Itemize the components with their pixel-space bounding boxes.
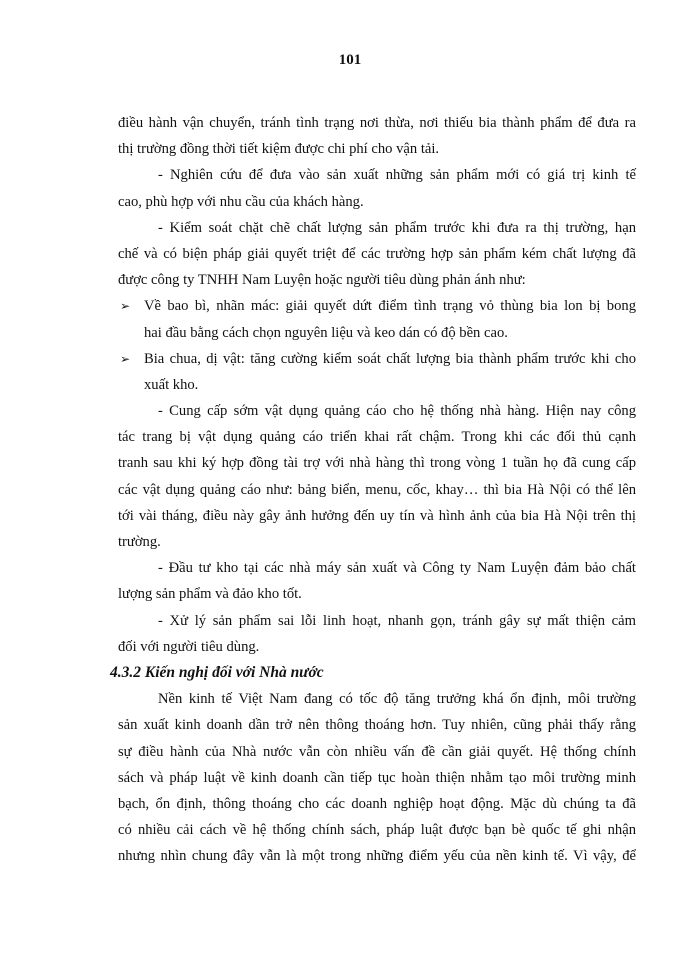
- text-line: được công ty TNHH Nam Luyện hoặc người tiêu dùng phản ánh như:: [118, 272, 526, 289]
- text-line: lượng sản phẩm và đảo kho tốt.: [118, 586, 302, 603]
- text-line: điều hành vận chuyển, tránh tình trạng nơi thừa, nơi thiếu bia thành phẩm để đưa ra: [118, 115, 636, 131]
- bullet-text: Về bao bì, nhãn mác: giải quyết dứt điểm tình trạng vỏ thùng bia lon bị bong: [144, 298, 636, 315]
- text-line: - Cung cấp sớm vật dụng quảng cáo cho hệ thống nhà hàng. Hiện nay công: [158, 403, 636, 420]
- text-line: có nhiều cải cách về hệ thống chính sách, pháp luật được bạn bè quốc tế ghi nhận: [118, 822, 636, 839]
- bullet-item: [118, 293, 636, 319]
- text-line: - Nghiên cứu để đưa vào sản xuất những sản phẩm mới có giá trị kinh tế: [158, 167, 636, 184]
- text-line: Nền kinh tế Việt Nam đang có tốc độ tăng trưởng khá ổn định, môi trường: [158, 691, 636, 708]
- text-line: tới vài tháng, điều này gây ảnh hưởng đến uy tín và hình ảnh của bia Hà Nội trên thị: [118, 507, 636, 524]
- text-line: - Đầu tư kho tại các nhà máy sản xuất và Công ty Nam Luyện đảm bảo chất: [158, 560, 636, 577]
- text-line: sách và pháp luật về kinh doanh cần tiếp tục hoàn thiện nhằm tạo môi trường minh: [118, 769, 636, 786]
- body-text: [110, 110, 636, 869]
- section-heading: 4.3.2 Kiến nghị đối với Nhà nước: [110, 663, 324, 681]
- arrow-bullet-icon: ➢: [120, 351, 131, 366]
- text-line: hai đầu bằng cách chọn nguyên liệu và keo dán có độ bền cao.: [144, 324, 508, 341]
- text-line: thị trường đồng thời tiết kiệm được chi phí cho vận tải.: [118, 141, 440, 158]
- text-line: sự điều hành của Nhà nước vẫn còn nhiều vấn đề cần giải quyết. Hệ thống chính: [118, 743, 636, 760]
- bullet-text: Bia chua, dị vật: tăng cường kiểm soát chất lượng bia thành phẩm trước khi cho: [144, 350, 636, 367]
- text-line: cao, phù hợp với nhu cầu của khách hàng.: [118, 193, 364, 210]
- text-line: - Kiểm soát chặt chẽ chất lượng sản phẩm trước khi đưa ra thị trường, hạn: [158, 219, 636, 236]
- text-line: nhưng nhìn chung đây vẫn là một trong những điểm yếu của nền kinh tế. Vì vậy, để: [118, 848, 636, 865]
- text-line: bạch, ổn định, thông thoáng cho các doanh nghiệp hoạt động. Mặc dù chúng ta đã: [118, 795, 636, 812]
- text-line: xuất kho.: [144, 376, 199, 393]
- text-line: các vật dụng quảng cáo như: bảng biển, menu, cốc, khay… thì bia Hà Nội có thể lên: [118, 481, 636, 498]
- text-line: trường.: [118, 534, 161, 550]
- page-number: 101: [338, 52, 362, 68]
- text-line: tranh sau khi ký hợp đồng tài trợ với nhà hàng thì trong vòng 1 tuần họ đã cung cấp: [118, 455, 636, 472]
- text-line: sản xuất kinh doanh dần trở nên thông thoáng hơn. Tuy nhiên, cũng phải thấy rằng: [118, 717, 636, 734]
- bullet-item: [118, 346, 636, 372]
- text-line: chế và có biện pháp giải quyết triệt để các trường hợp sản phẩm kém chất lượng đã: [118, 245, 636, 262]
- text-line: - Xử lý sản phẩm sai lỗi linh hoạt, nhanh gọn, tránh gây sự mất thiện cảm: [158, 612, 636, 629]
- arrow-bullet-icon: ➢: [120, 299, 131, 314]
- text-line: đối với người tiêu dùng.: [118, 638, 260, 655]
- text-line: tác trang bị vật dụng quảng cáo triển khai rất chậm. Trong khi các đối thủ cạnh: [118, 429, 636, 446]
